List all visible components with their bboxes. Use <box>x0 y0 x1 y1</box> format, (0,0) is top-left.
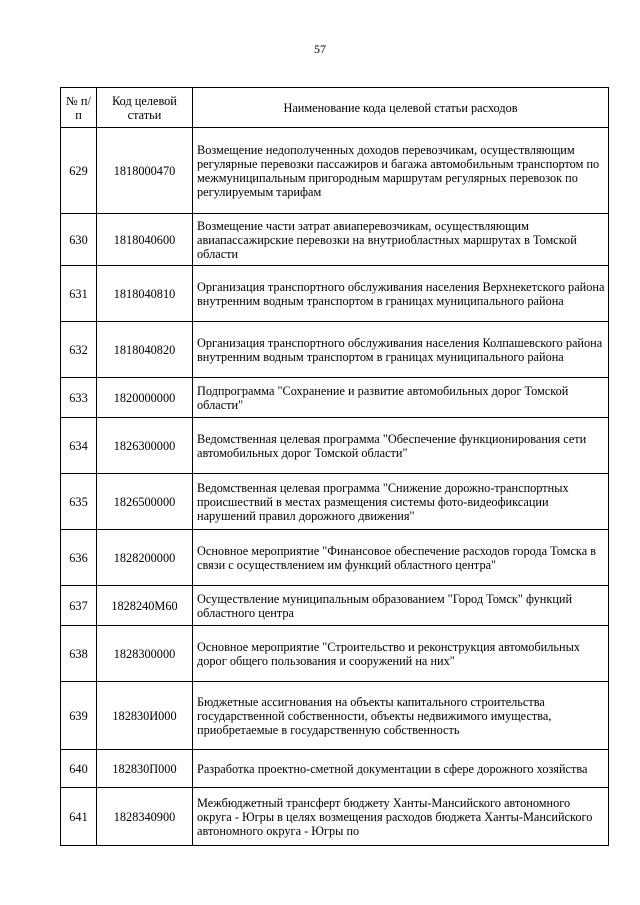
target-articles-table <box>60 87 609 846</box>
row-name: Возмещение недополученных доходов перевозчикам, осуществляющим регулярные перевозки пассажиров и багажа автомобильным транспортом по межмуниципальным пригородным маршрутам регулярных перевозок по регулируемым тарифам <box>193 128 609 214</box>
row-code: 1820000000 <box>97 378 193 418</box>
header-num: № п/п <box>61 88 97 128</box>
table-row <box>61 586 609 626</box>
row-name: Ведомственная целевая программа "Снижение дорожно-транспортных происшествий в местах размещения системы фото-видеофиксации нарушений правил дорожного движения" <box>193 474 609 530</box>
row-number: 639 <box>61 682 97 750</box>
table-row <box>61 418 609 474</box>
row-code: 182830И000 <box>97 682 193 750</box>
row-name: Основное мероприятие "Строительство и реконструкция автомобильных дорог общего пользования и сооружений на них" <box>193 626 609 682</box>
row-number: 641 <box>61 788 97 846</box>
row-code: 1828300000 <box>97 626 193 682</box>
table-row <box>61 750 609 788</box>
row-code: 1818040820 <box>97 322 193 378</box>
row-number: 635 <box>61 474 97 530</box>
row-number: 631 <box>61 266 97 322</box>
table-row <box>61 474 609 530</box>
row-code: 1828200000 <box>97 530 193 586</box>
row-code: 1818040600 <box>97 214 193 266</box>
table-row <box>61 266 609 322</box>
row-name: Подпрограмма "Сохранение и развитие автомобильных дорог Томской области" <box>193 378 609 418</box>
header-name: Наименование кода целевой статьи расходов <box>193 88 609 128</box>
page-number: 57 <box>314 42 326 56</box>
row-number: 632 <box>61 322 97 378</box>
table-row <box>61 626 609 682</box>
row-name: Организация транспортного обслуживания населения Верхнекетского района внутренним водным транспортом в границах муниципального района <box>193 266 609 322</box>
row-name: Ведомственная целевая программа "Обеспечение функционирования сети автомобильных дорог Томской области" <box>193 418 609 474</box>
table-row <box>61 322 609 378</box>
row-number: 629 <box>61 128 97 214</box>
row-name: Возмещение части затрат авиаперевозчикам, осуществляющим авиапассажирские перевозки на внутриобластных маршрутах в Томской области <box>193 214 609 266</box>
row-number: 636 <box>61 530 97 586</box>
row-name: Организация транспортного обслуживания населения Колпашевского района внутренним водным транспортом в границах муниципального района <box>193 322 609 378</box>
row-code: 1828340900 <box>97 788 193 846</box>
table-row <box>61 378 609 418</box>
row-name: Осуществление муниципальным образованием "Город Томск" функций областного центра <box>193 586 609 626</box>
table-row <box>61 128 609 214</box>
row-code: 182830П000 <box>97 750 193 788</box>
table-header-row <box>61 88 609 128</box>
row-code: 1818040810 <box>97 266 193 322</box>
row-code: 1828240М60 <box>97 586 193 626</box>
row-number: 630 <box>61 214 97 266</box>
header-code: Код целевой статьи <box>97 88 193 128</box>
row-code: 1826300000 <box>97 418 193 474</box>
table-row <box>61 530 609 586</box>
row-name: Бюджетные ассигнования на объекты капитального строительства государственной собственности, объекты недвижимого имущества, приобретаемые в государственную собственность <box>193 682 609 750</box>
row-name: Разработка проектно-сметной документации в сфере дорожного хозяйства <box>193 750 609 788</box>
table-row <box>61 214 609 266</box>
table-row <box>61 682 609 750</box>
row-number: 638 <box>61 626 97 682</box>
row-number: 640 <box>61 750 97 788</box>
row-number: 634 <box>61 418 97 474</box>
row-name: Основное мероприятие "Финансовое обеспечение расходов города Томска в связи с осуществлением им функций областного центра" <box>193 530 609 586</box>
row-number: 637 <box>61 586 97 626</box>
row-code: 1818000470 <box>97 128 193 214</box>
row-code: 1826500000 <box>97 474 193 530</box>
row-name: Межбюджетный трансферт бюджету Ханты-Мансийского автономного округа - Югры в целях возмещения расходов бюджета Ханты-Мансийского автономного округа - Югры по <box>193 788 609 846</box>
table-row <box>61 788 609 846</box>
row-number: 633 <box>61 378 97 418</box>
